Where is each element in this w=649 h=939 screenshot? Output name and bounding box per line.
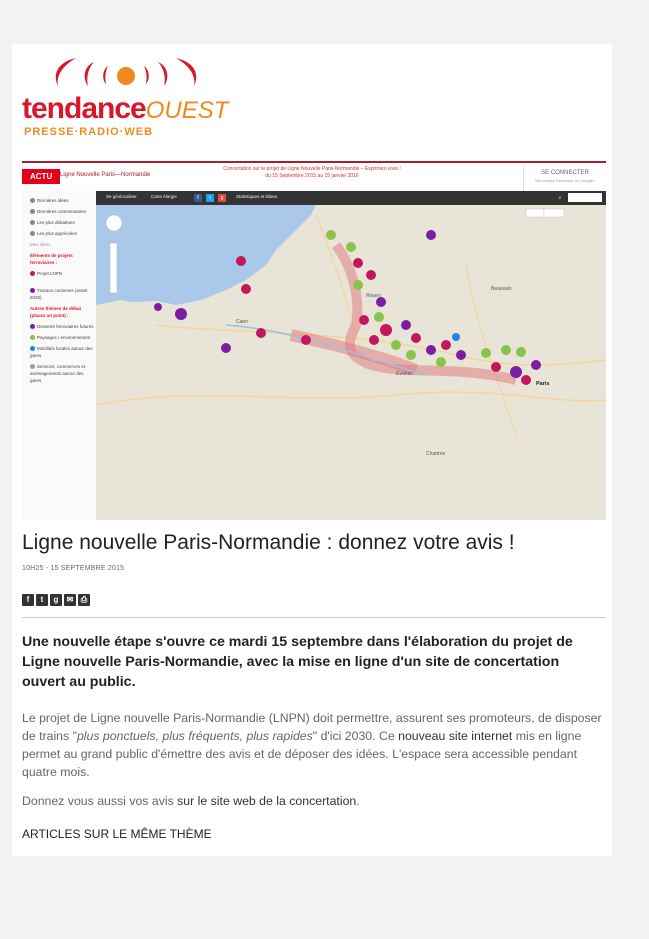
article-lead: Une nouvelle étape s'ouvre ce mardi 15 septembre dans l'élaboration du projet de Ligne nouvelle Paris-Normandie, avec la mise en ligne d'un site de concertation ouvert au public.	[22, 634, 573, 690]
article-paragraph-1: Le projet de Ligne nouvelle Paris-Normandie (LNPN) doit permettre, assurent ses promoteurs, de disposer de trains "plus ponctuels, plus fréquents, plus rapides" d'ici 2030. Ce nouveau site internet mis en ligne permet au grand public d'émettre des avis et de déposer des idées. L'espace sera accessible pendant quatre mois.	[22, 711, 602, 779]
logo-tagline: PRESSE·RADIO·WEB	[24, 126, 154, 138]
map-type-plan-button	[526, 209, 544, 217]
sidebar-heading: Éléments de projets ferroviaires :	[30, 253, 73, 265]
actu-badge-subtitle: Ligne Nouvelle Paris—Normandie	[60, 172, 151, 178]
map-label: Évreux	[396, 371, 412, 377]
login-box: SE CONNECTER Via compte Facebook ou Google+	[523, 166, 606, 191]
map-pan-control	[106, 215, 122, 231]
sidebar-item: Les plus débattues	[22, 217, 96, 228]
googleplus-icon: g	[218, 194, 226, 202]
site-logo[interactable]	[12, 44, 278, 144]
map-label: Caen	[236, 319, 248, 325]
sidebar-item: Services, commerces et aménagements autour des gares	[30, 364, 86, 383]
screenshot-sidebar	[22, 191, 97, 520]
share-bar	[22, 589, 92, 603]
sidebar-item: Projet LNPN	[22, 268, 96, 279]
map-label: Paris	[536, 381, 550, 387]
map-toolbar	[96, 191, 606, 205]
map-type-satellite-button	[544, 209, 564, 217]
concertation-map	[96, 205, 606, 520]
screenshot-title: Concertation sur le projet de Ligne Nouvelle Paris-Normandie – Exprimez-vous ! du 15 Septembre 2015 au 15 janvier 2016	[223, 166, 401, 179]
map-search-input	[568, 193, 602, 202]
twitter-icon[interactable]: t	[36, 594, 48, 606]
facebook-icon: f	[194, 194, 202, 202]
sidebar-item: Travaux connexes (avant 2025)	[30, 288, 88, 300]
article-paragraph-2: Donnez vous aussi vos avis sur le site web de la concertation.	[22, 794, 360, 808]
sidebar-item: Mes idées	[30, 242, 51, 247]
stats-tool: Statistiques et bilans	[236, 194, 278, 199]
site-link[interactable]: nouveau site internet	[398, 729, 513, 743]
concertation-link[interactable]: sur le site web de la concertation	[177, 794, 357, 808]
map-label: Beauvais	[491, 286, 512, 292]
twitter-icon: t	[206, 194, 214, 202]
sidebar-item: Desserte ferroviaires futures	[22, 321, 96, 332]
geolocate-tool: Se géolocaliser	[106, 194, 137, 199]
article-headline: Ligne nouvelle Paris-Normandie : donnez votre avis !	[22, 531, 515, 554]
actu-badge: ACTU	[22, 169, 60, 184]
map-label: Rouen	[366, 293, 381, 299]
email-icon[interactable]: ✉	[64, 594, 76, 606]
map-zoom-slider	[110, 243, 117, 293]
print-icon[interactable]: ⎙	[78, 594, 90, 606]
sidebar-item: Les plus appréciées	[22, 228, 96, 239]
map-label: Chartres	[426, 451, 446, 457]
search-icon: ⌕	[558, 195, 562, 201]
facebook-icon[interactable]: f	[22, 594, 34, 606]
divider	[22, 617, 606, 618]
sidebar-item: Mobilités locales autour des gares	[30, 346, 93, 358]
article-page	[12, 44, 612, 856]
sidebar-heading: Autres thèmes de débat (placez un point) :	[30, 306, 82, 318]
concertation-site-screenshot	[22, 161, 606, 520]
screenshot-header	[22, 163, 606, 191]
logo-wordmark: tendanceOUEST	[22, 92, 229, 125]
sidebar-item: Dernières commentaires	[22, 206, 96, 217]
sidebar-item: Paysages / environnement	[22, 332, 96, 343]
article-date: 10H25 - 15 SEPTEMBRE 2015	[22, 565, 125, 572]
related-articles-heading[interactable]: ARTICLES SUR LE MÊME THÈME	[22, 827, 212, 841]
wide-map-tool: Carte élargie	[151, 194, 177, 199]
googleplus-icon[interactable]: g	[50, 594, 62, 606]
sidebar-item: Dernières idées	[22, 195, 96, 206]
